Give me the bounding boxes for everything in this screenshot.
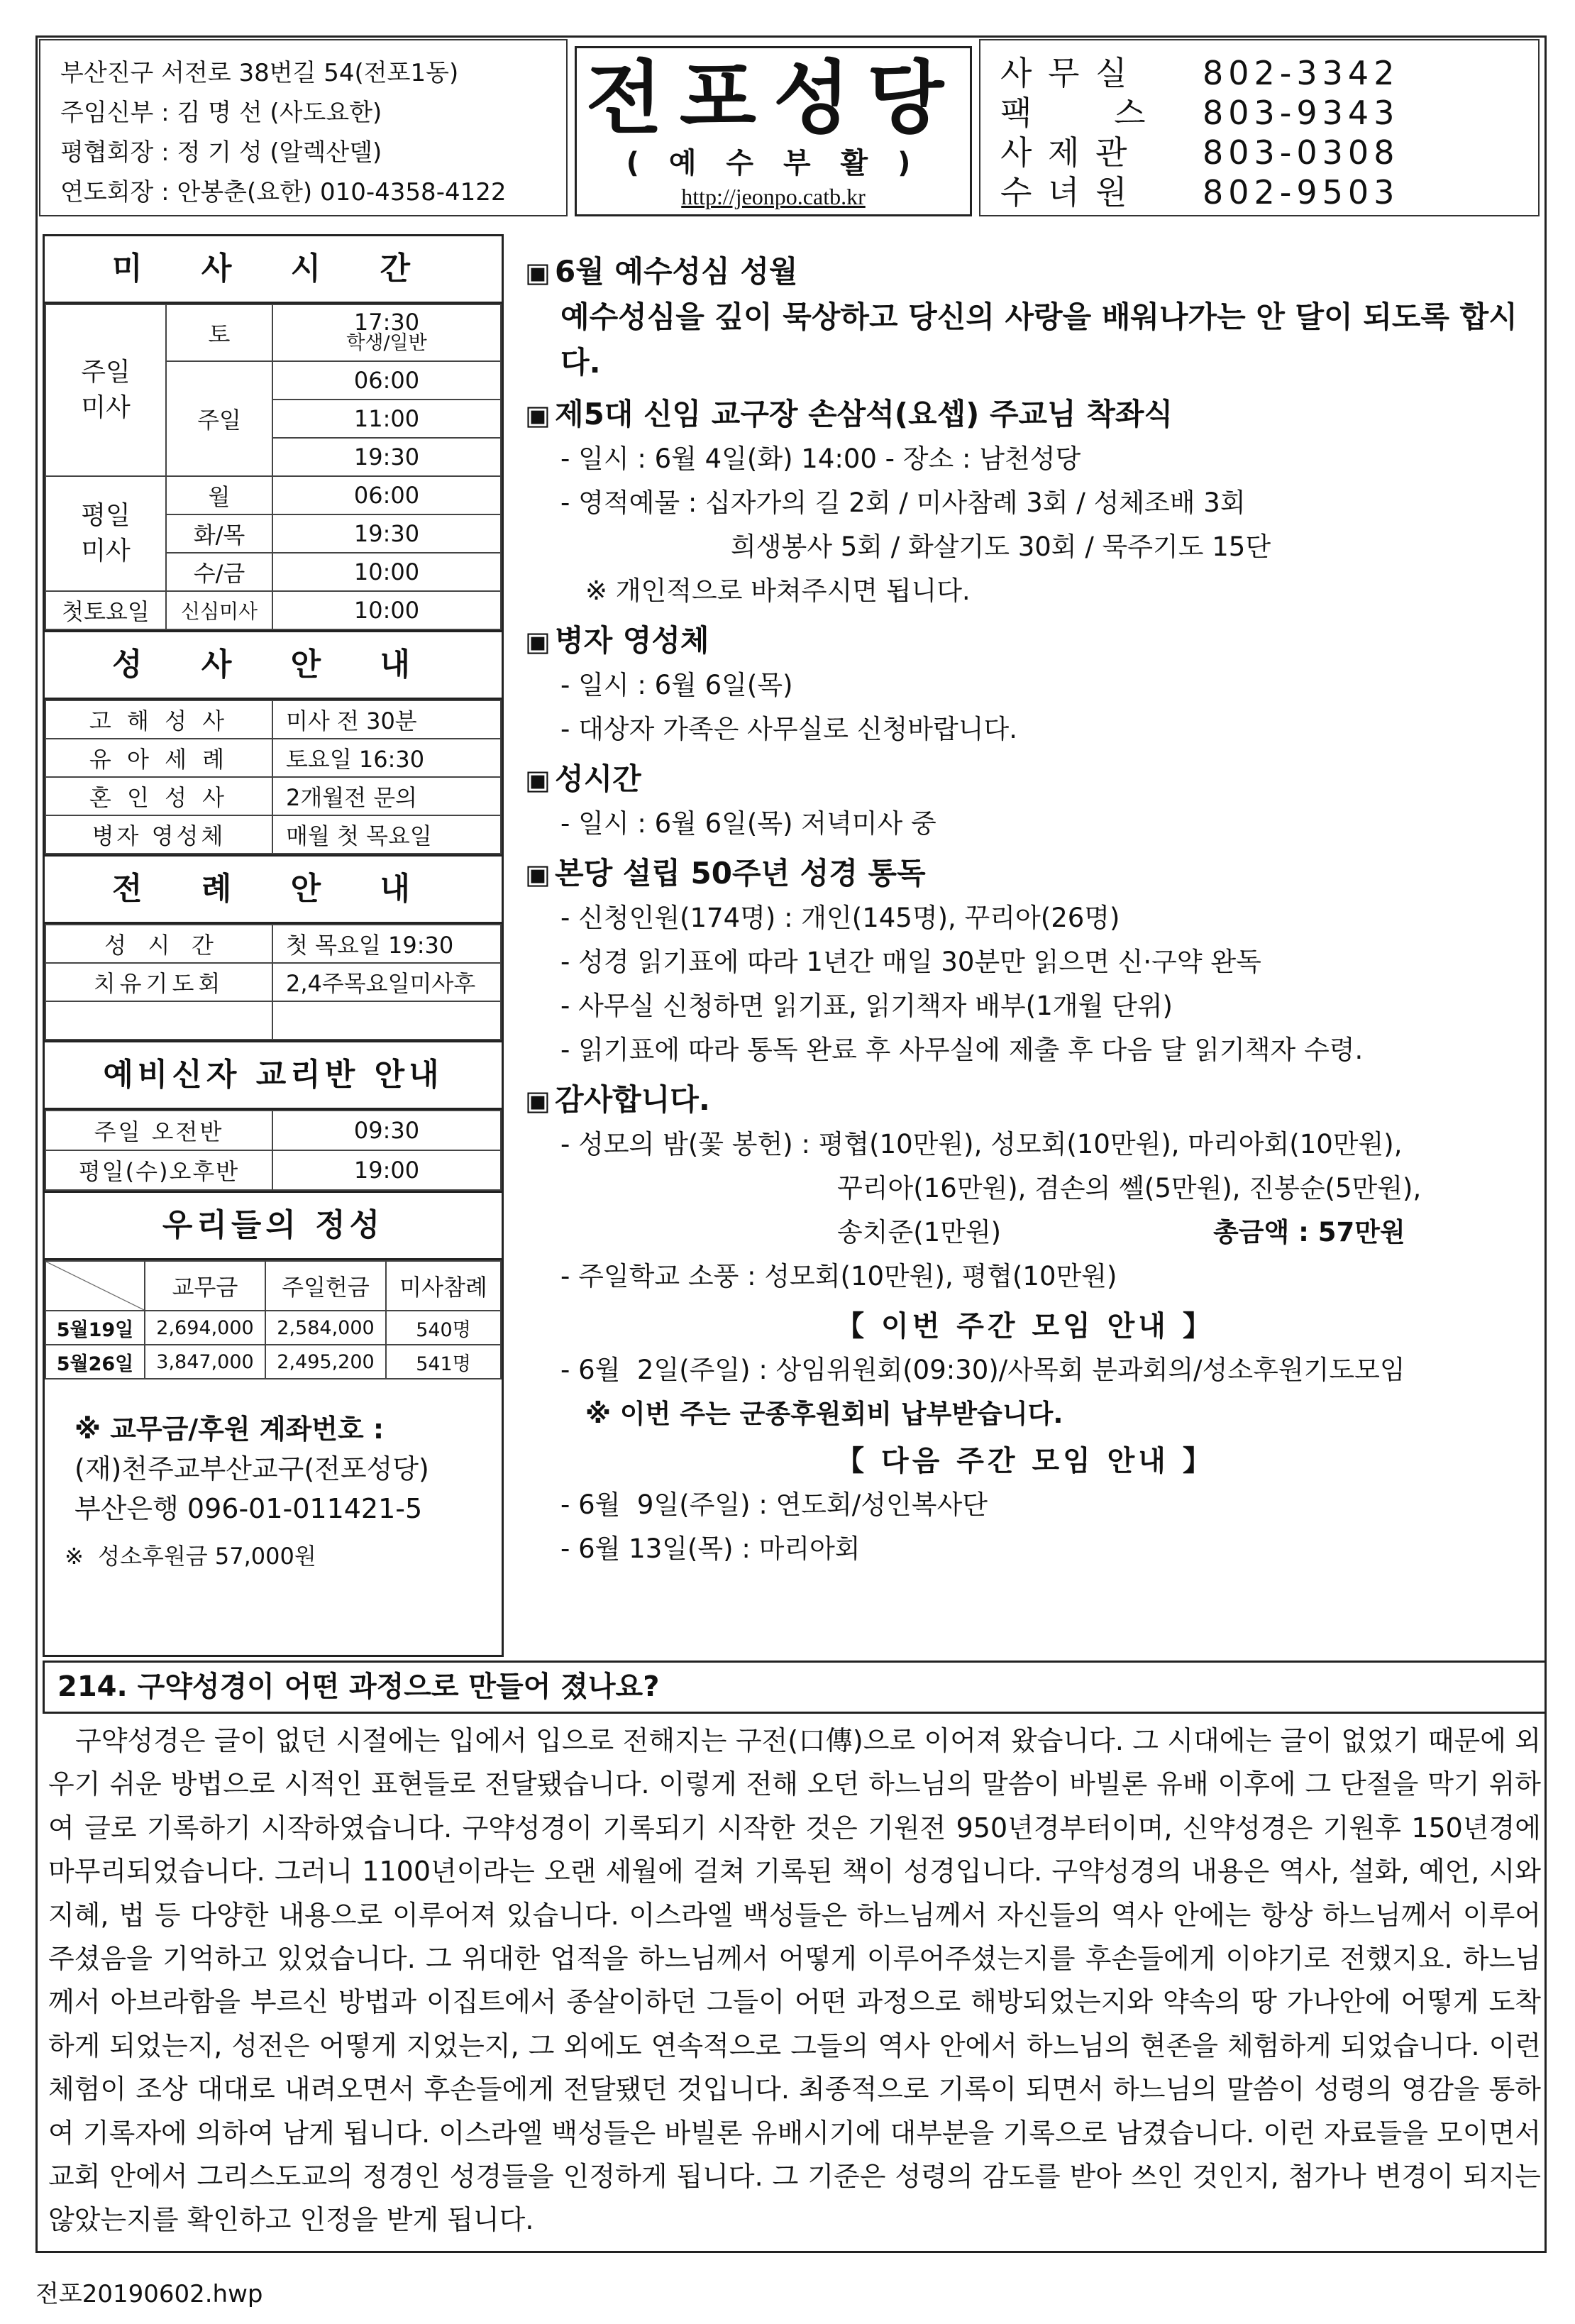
square-bullet-icon: ▣ (525, 859, 551, 890)
article-title: 214. 구약성경이 어떤 과정으로 만들어 졌나요? (43, 1661, 1547, 1714)
offering-attendance: 540명 (386, 1311, 501, 1345)
this-week-title: 【 이번 주간 모임 안내 】 (836, 1310, 1215, 1343)
meeting-line: - 6월 2일(주일) : 상임위원회(09:30)/사목회 분과회의/성소후원기도모임 (560, 1355, 1405, 1385)
notice-line: - 성모의 밤(꽃 봉헌) : 평협(10만원), 성모회(10만원), 마리아회(10만원), (560, 1129, 1403, 1160)
weekday-day: 수/금 (166, 553, 272, 591)
liturgical-season: ( 예 수 부 활 ) (626, 147, 921, 180)
sacrament-name: 고 해 성 사 (45, 700, 272, 739)
notice-line: - 신청인원(174명) : 개인(145명), 꾸리아(26명) (560, 903, 1120, 933)
offering-collection: 2,495,200 (265, 1345, 386, 1379)
worship-name: 성 시 간 (45, 925, 272, 963)
contact-number: 803-9343 (1203, 94, 1400, 132)
meeting-line: ※ 이번 주는 군종후원회비 납부받습니다. (585, 1399, 1063, 1429)
account-line: 부산은행 096-01-011421-5 (74, 1493, 423, 1524)
sacraments-table (45, 700, 502, 854)
notice-heading: ▣ 감사합니다. (525, 1078, 1525, 1123)
sunday-time: 06:00 (272, 361, 501, 400)
square-bullet-icon: ▣ (525, 1085, 551, 1116)
column-header: 미사참례 (386, 1261, 501, 1311)
offering-attendance: 541명 (386, 1345, 501, 1379)
offering-table (45, 1260, 502, 1379)
square-bullet-icon: ▣ (525, 257, 551, 288)
masthead (575, 46, 972, 216)
weekday-day: 월 (166, 476, 272, 514)
left-column (43, 234, 504, 1657)
worship-title: 전 례 안 내 (45, 854, 502, 924)
sunday-mass-label: 주일 미사 (45, 304, 166, 476)
notice-line: 꾸리아(16만원), 겸손의 쎌(5만원), 진봉순(5만원), (837, 1173, 1422, 1204)
class-name: 주일 오전반 (45, 1111, 272, 1150)
worship-name: 치유기도회 (45, 963, 272, 1001)
notice-line: - 성경 읽기표에 따라 1년간 매일 30분만 읽으면 신·구약 완독 (560, 947, 1261, 977)
account-line: (재)천주교부산교구(전포성당) (74, 1453, 429, 1485)
square-bullet-icon: ▣ (525, 400, 551, 431)
contact-row (1000, 172, 1524, 212)
contact-number: 803-0308 (1203, 133, 1400, 172)
offering-tithe: 3,847,000 (145, 1345, 265, 1379)
contact-row (1000, 133, 1524, 172)
sacrament-info: 미사 전 30분 (272, 700, 501, 739)
notice-line: - 일시 : 6월 6일(목) 저녁미사 중 (560, 808, 936, 839)
worship-info: 2,4주목요일미사후 (272, 963, 501, 1001)
vocation-support: ※ 성소후원금 57,000원 (65, 1543, 316, 1570)
notices (504, 234, 1547, 1657)
catechumen-title: 예비신자 교리반 안내 (45, 1040, 502, 1110)
offering-date: 5월26일 (45, 1345, 145, 1379)
notice-line: - 영적예물 : 십자가의 길 2회 / 미사참례 3회 / 성체조배 3회 (560, 488, 1246, 518)
weekday-mass-label: 평일 미사 (45, 476, 166, 591)
sacraments-title: 성 사 안 내 (45, 630, 502, 700)
notice-heading: ▣ 본당 설립 50주년 성경 통독 (525, 852, 1525, 896)
notice-line: 희생봉사 5회 / 화살기도 30회 / 묵주기도 15단 (731, 532, 1271, 562)
notice-heading: ▣ 성시간 (525, 757, 1525, 802)
contact-label: 사 무 실 (1000, 54, 1130, 92)
contacts (979, 39, 1540, 216)
sunday-time: 19:30 (272, 438, 501, 476)
sacrament-name: 병자 영성체 (45, 815, 272, 854)
parish-title: 전포성당 (585, 52, 961, 145)
contact-label: 수 녀 원 (1000, 173, 1130, 211)
sacrament-info: 매월 첫 목요일 (272, 815, 501, 854)
notice-line: - 주일학교 소풍 : 성모회(10만원), 평협(10만원) (560, 1261, 1117, 1292)
contact-number: 802-9503 (1203, 173, 1400, 211)
mass-times-title: 미 사 시 간 (45, 236, 502, 304)
weekday-time: 06:00 (272, 476, 501, 514)
account-info (45, 1379, 502, 1529)
contact-row (1000, 93, 1524, 133)
class-time: 09:30 (272, 1111, 501, 1150)
council-president: 평협회장 : 정 기 성 (알렉산델) (60, 138, 382, 167)
sacrament-name: 혼 인 성 사 (45, 777, 272, 815)
weekday-day: 화/목 (166, 514, 272, 553)
weekday-time: 10:00 (272, 553, 501, 591)
offering-collection: 2,584,000 (265, 1311, 386, 1345)
worship-info: 첫 목요일 19:30 (272, 925, 501, 963)
sacrament-info: 2개월전 문의 (272, 777, 501, 815)
worship-info (272, 1001, 501, 1040)
parish-info (39, 39, 568, 216)
notice-heading: ▣ 병자 영성체 (525, 619, 1525, 663)
notice-text: 예수성심을 깊이 묵상하고 당신의 사랑을 배워나가는 안 달이 되도록 합시다. (560, 299, 1518, 380)
first-saturday-label: 첫토요일 (45, 591, 166, 629)
contact-label: 사 제 관 (1000, 133, 1130, 172)
sacrament-info: 토요일 16:30 (272, 739, 501, 777)
meeting-line: - 6월 9일(주일) : 연도회/성인복사단 (560, 1489, 988, 1520)
saturday-label: 토 (166, 304, 272, 361)
mass-times-table (45, 304, 502, 630)
class-time: 19:00 (272, 1150, 501, 1190)
diagonal-header-cell (45, 1261, 145, 1311)
first-saturday-time: 10:00 (272, 591, 501, 629)
class-name: 평일(수)오후반 (45, 1150, 272, 1190)
notice-line: - 대상자 가족은 사무실로 신청바랍니다. (560, 714, 1018, 744)
notice-line: - 사무실 신청하면 읽기표, 읽기책자 배부(1개월 단위) (560, 991, 1173, 1021)
catechumen-table (45, 1110, 502, 1191)
offering-title: 우리들의 정성 (45, 1191, 502, 1260)
file-name: 전포20190602.hwp (35, 2280, 263, 2308)
first-saturday-kind: 신심미사 (166, 591, 272, 629)
account-line: ※ 교무금/후원 계좌번호 : (74, 1414, 385, 1445)
notice-line: - 일시 : 6월 6일(목) (560, 670, 793, 700)
article-body: 구약성경은 글이 없던 시절에는 입에서 입으로 전해지는 구전(口傳)으로 이어져 왔습니다. 그 시대에는 글이 없었기 때문에 외우기 쉬운 방법으로 시적인 표현들로 전달됐습니다. 이렇게 전해 오던 하느님의 말씀이 바빌론 유배 이후에 그 단절을 막기 위하여 글로 기록하기 시작하였습니다. 구약성경이 기록되기 시작한 것은 기원전 950년경부터이며, 신약성경은 기원후 150년경에 마무리되었습니다. 그러니 1100년이라는 오랜 세월에 걸쳐 기록된 책이 성경입니다. 구약성경의 내용은 역사, 설화, 예언, 시와 지혜, 법 등 다양한 내용으로 이루어져 있습니다. 이스라엘 백성들은 하느님께서 자신들의 역사 안에는 항상 하느님께서 이루어주셨음을 기억하고 있었습니다. 그 위대한 업적을 하느님께서 어떻게 이루어주셨는지를 후손들에게 이야기로 전했지요. 하느님께서 아브라함을 부르신 방법과 이집트에서 종살이하던 그들이 어떤 과정으로 해방되었는지와 약속의 땅 가나안에 어떻게 도착하게 되었는지, 성전은 어떻게 지었는지, 그 외에도 연속적으로 그들의 역사 안에서 하느님의 현존을 체험하게 되었습니다. 이런 체험이 조상 대대로 내려오면서 후손들에게 전달됐던 것입니다. 최종적으로 기록이 되면서 하느님의 말씀이 성령의 영감을 통하여 기록자에 의하여 남게 됩니다. 이스라엘 백성들은 바빌론 유배시기에 대부분을 기록으로 남겼습니다. 이런 자료들을 모이면서 교회 안에서 그리스도교의 정경인 성경들을 인정하게 됩니다. 그 기준은 성령의 감도를 받아 쓰인 것인지, 첨가나 변경이 되지는 않았는지를 확인하고 인정을 받게 됩니다. (48, 1725, 1541, 2236)
contact-row (1000, 53, 1524, 93)
yeondo-president: 연도회장 : 안봉춘(요한) 010-4358-4122 (60, 178, 507, 206)
column-header: 교무금 (145, 1261, 265, 1311)
column-header: 주일헌금 (265, 1261, 386, 1311)
address: 부산진구 서전로 38번길 54(전포1동) (60, 59, 459, 87)
offering-tithe: 2,694,000 (145, 1311, 265, 1345)
weekday-time: 19:30 (272, 514, 501, 553)
meeting-line: - 6월 13일(목) : 마리아회 (560, 1533, 861, 1564)
notice-line: - 읽기표에 따라 통독 완료 후 사무실에 제출 후 다음 달 읽기책자 수령. (560, 1035, 1364, 1065)
sacrament-name: 유 아 세 례 (45, 739, 272, 777)
contact-label: 팩 스 (1000, 94, 1149, 132)
square-bullet-icon: ▣ (525, 626, 551, 657)
notice-line: - 일시 : 6월 4일(화) 14:00 - 장소 : 남천성당 (560, 444, 1081, 474)
sunday-label: 주일 (166, 361, 272, 476)
notice-line: 송치준(1만원) 총금액 : 57만원 (525, 1211, 1525, 1255)
square-bullet-icon: ▣ (525, 764, 551, 795)
contact-number: 802-3342 (1203, 54, 1400, 92)
pastor: 주임신부 : 김 명 선 (사도요한) (60, 99, 382, 127)
saturday-time: 17:30 학생/일반 (272, 304, 501, 361)
next-week-title: 【 다음 주간 모임 안내 】 (836, 1445, 1215, 1477)
notice-heading: ▣ 6월 예수성심 성월 (525, 250, 1525, 294)
worship-table (45, 924, 502, 1040)
parish-url[interactable]: http://jeonpo.catb.kr (681, 184, 866, 209)
donation-total: 총금액 : 57만원 (1213, 1217, 1405, 1248)
offering-date: 5월19일 (45, 1311, 145, 1345)
worship-name (45, 1001, 272, 1040)
notice-line: ※ 개인적으로 바쳐주시면 됩니다. (585, 576, 971, 606)
sunday-time: 11:00 (272, 400, 501, 438)
notice-heading: ▣ 제5대 신임 교구장 손삼석(요셉) 주교님 착좌식 (525, 392, 1525, 437)
